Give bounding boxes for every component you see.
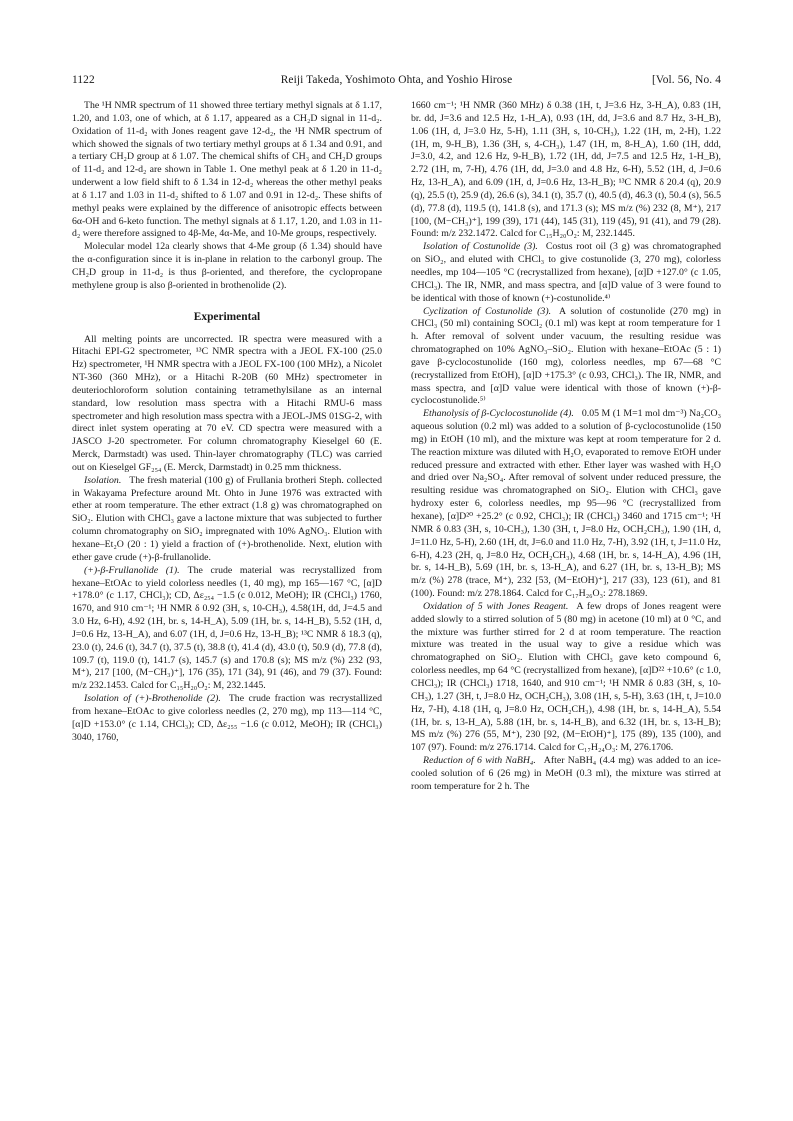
paragraph-body: Costus root oil (3 g) was chromatographed on SiO₂, and eluted with CHCl₃ to give costunolide (3, 270 mg), colorless needles, mp 104—105 °C (recrystallized from hexane), [α]D +127.0° (c 1.05, CHCl₃). The IR, NMR, and mass spectra, and [α]D value of 3 were found to be identical with those of known (+)-costunolide.⁴⁾	[411, 241, 722, 304]
paragraph	[411, 408, 721, 601]
paragraph: All melting points are uncorrected. IR spectra were measured with a Hitachi EPI-G2 spectrometer, ¹³C NMR spectra with a JEOL FX-100 (25.0 Hz) spectrometer, ¹H NMR spectra with a JEOL FX-100 (100 MHz), a Nicolet NT-360 (360 MHz), or a Hitachi R-20B (60 MHz) spectrometer in deuteriochloroform solution containing tetramethylsilane as an internal standard, low resolution mass spectra with a Hitachi RMU-6 mass spectrometer and high resolution mass spectra with a JEOL-JMS 01SG-2, with direct inlet system operating at 70 eV. CD spectra were measured with a JASCO J-20 spectrometer. For column chromatography Kieselgel 60 (E. Merck, Darmstadt) was used. Thin-layer chromatography (TLC) was carried out on Kieselgel GF₂₅₄ (E. Merck, Darmstadt) in 0.25 mm thickness.	[72, 333, 382, 473]
paragraph-body: After NaBH₄ (4.4 mg) was added to an ice-cooled solution of 6 (26 mg) in MeOH (0.3 ml), the mixture was stirred at room temperature for 2 h. The	[411, 755, 721, 792]
run-in-heading: Ethanolysis of β-Cyclocostunolide (4).	[423, 408, 574, 420]
paragraph: The ¹H NMR spectrum of 11 showed three tertiary methyl signals at δ 1.17, 1.20, and 1.03, one of which, at δ 1.17, appeared as a CH₂D signal in 11-d₂. Oxidation of 11-d₂ with Jones reagent gave 12-d₂, the ¹H NMR spectrum of which showed the signals of two tertiary methyl groups at δ 1.34 and 0.91, and a tertiary CH₂D group at δ 1.07. The chemical shifts of CH₃ and CH₂D groups of 11-d₂ and 12-d₂ are shown in Table 1. One methyl peak at δ 1.20 in 11-d₂ underwent a low field shift to δ 1.34 in 12-d₂ whereas the other methyl peaks at δ 1.17 and 1.03 in 11-d₂ shifted to δ 1.07 and 0.91 in 12-d₂. These shifts of methyl peaks were explained by the difference of anisotropic effects between 6α-OH and 6-keto function. The methyl signals at δ 1.17, 1.20, and 1.03 in 11-d₂ were therefore assigned to 4β-Me, 4α-Me, and 10-Me groups, respectively.	[72, 100, 382, 240]
paragraph	[411, 601, 721, 755]
volume-info: [Vol. 56, No. 4	[651, 74, 721, 86]
run-in-heading: Isolation.	[84, 474, 122, 486]
paragraph	[72, 565, 382, 693]
paragraph	[72, 475, 382, 565]
paragraph: 1660 cm⁻¹; ¹H NMR (360 MHz) δ 0.38 (1H, t, J=3.6 Hz, 3-H_A), 0.83 (1H, br. dd, J=3.6 and 12.5 Hz, 1-H_A), 0.93 (1H, dd, J=3.6 and 8.7 Hz, 3-H_B), 1.06 (1H, d, J=3.0 Hz, 5-H), 1.11 (3H, s, 10-CH₃), 1.22 (1H, m, 2-H), 1.22 (1H, m, 9-H_B), 1.36 (3H, s, 4-CH₃), 1.47 (1H, m, 8-H_A), 1.60 (1H, ddd, J=3.0, 4.2, and 12.6 Hz, 9-H_B), 1.72 (1H, dd, J=7.5 and 12.5 Hz, 1-H_B), 2.72 (1H, m, 7-H), 4.76 (1H, dd, J=3.0 and 4.8 Hz, 6-H), 5.52 (1H, d, J=0.6 Hz, 13-H_A), and 6.09 (1H, d, J=0.6 Hz, 13-H_B); ¹³C NMR δ 20.4 (q), 20.9 (q), 25.5 (t), 25.9 (d), 26.6 (s), 34.1 (t), 35.7 (t), 40.5 (d), 46.3 (t), 50.4 (s), 56.5 (d), 77.8 (d), 119.5 (t), 141.8 (s), and 171.3 (s); MS m/z (%) 232 (8, M⁺), 217 [100, (M−CH₃)⁺], 199 (39), 171 (44), 145 (31), 119 (45), 91 (41), and 79 (28). Found: m/z 232.1472. Calcd for C₁₅H₂₀O₂: M, 232.1445.	[411, 100, 721, 240]
run-in-heading: Isolation of (+)-Brothenolide (2).	[84, 693, 221, 705]
run-in-heading: Oxidation of 5 with Jones Reagent.	[423, 600, 569, 612]
run-in-heading: Reduction of 6 with NaBH₄.	[423, 755, 536, 767]
run-in-heading: Isolation of Costunolide (3).	[423, 241, 538, 253]
paragraph-body: The crude material was recrystallized from hexane–EtOAc to yield colorless needles (1, 40 mg), mp 165—167 °C, [α]D +178.0° (c 1.17, CHCl₃); CD, Δε₂₅₄ −1.5 (c 0.012, MeOH); IR (CHCl₃) 1760, 1670, and 910 cm⁻¹; ¹H NMR δ 0.92 (3H, s, 10-CH₃), 4.58(1H, dd, J=4.5 and 3.0 Hz, 6-H), 4.92 (1H, br. s, 14-H_A), 5.09 (1H, br. s, 14-H_B), 5.52 (1H, d, J=0.6 Hz, 13-H_A), and 6.07 (1H, d, J=0.6 Hz, 13-H_B); ¹³C NMR δ 18.3 (q), 23.0 (t), 24.6 (t), 34.7 (t), 37.5 (t), 38.8 (t), 41.4 (d), 43.0 (t), 50.9 (d), 77.8 (d), 109.7 (t), 119.0 (t), 141.7 (s), 145.7 (s) and 170.8 (s); MS m/z (%) 232 (93, M⁺), 217 [100, (M−CH₃)⁺], 176 (35), 171 (34), 91 (46), and 79 (37). Found: m/z 232.1453. Calcd for C₁₅H₂₀O₂: M, 232.1445.	[72, 564, 382, 692]
paragraph-body: The fresh material (100 g) of Frullania brotheri Steph. collected in Wakayama Prefecture around Mt. Ohto in June 1976 was extracted with ether at room temperature. The ether extract (1.8 g) was chromatographed on SiO₂. Elution with CHCl₃ gave a lactone mixture that was subjected to further column chromatography on SiO₂ impregnated with 10% AgNO₃. Elution with hexane–Et₂O (20 : 1) yield a fraction of (+)-brothenolide. Next, elution with ether gave crude (+)-β-frullanolide.	[72, 474, 382, 563]
running-header	[72, 74, 721, 90]
paragraph	[411, 306, 721, 409]
paragraph-body: A solution of costunolide (270 mg) in CHCl₃ (50 ml) containing SOCl₂ (0.1 ml) was kept at room temperature for 1 h. After removal of solvent under vacuum, the resulting residue was chromatographed on 10% AgNO₃–SiO₂. Elution with hexane–EtOAc (5 : 1) gave β-cyclocostunolide (160 mg), colorless needles, mp 67—68 °C (recrystallized from EtOH), [α]D +175.3° (c 0.93, CHCl₃). The IR, NMR, and mass spectra, and [α]D value were identical with those of known (+)-β-cyclocostunolide.⁵⁾	[411, 305, 721, 407]
paragraph-body: The crude fraction was recrystallized from hexane–EtOAc to give colorless needles (2, 270 mg), mp 113—114 °C, [α]D +153.0° (c 1.14, CHCl₃); CD, Δε₂₅₅ −1.6 (c 0.012, MeOH); IR (CHCl₃) 3040, 1760,	[72, 693, 382, 743]
paragraph-body: A few drops of Jones reagent were added slowly to a stirred solution of 5 (80 mg) in acetone (10 ml) at 0 °C, and the mixture was further stirred for 2 d at room temperature. The reaction mixture was treated in the usual way to give a residue which was chromatographed on SiO₂. Elution with CHCl₃ gave keto compound 6, colorless needles, mp 64 °C (recrystallized from hexane), [α]D²² +10.6° (c 1.0, CHCl₃); IR (CHCl₃) 1718, 1640, and 910 cm⁻¹; ¹H NMR δ 0.83 (3H, s, 10-CH₃), 1.27 (3H, t, J=8.0 Hz, OCH₂CH₃), 3.08 (1H, s, 5-H), 3.63 (1H, t, J=10.0 Hz, 7-H), 4.18 (1H, q, J=8.0 Hz, OCH₂CH₃), 4.98 (1H, br. s, 14-H_A), 5.54 (1H, br. s, 13-H_A), 5.88 (1H, br. s, 14-H_B), and 6.32 (1H, br. s, 13-H_B); MS m/z (%) 276 (55, M⁺), 230 [92, (M−EtOH)⁺], 175 (89), 135 (100), and 107 (97). Found: m/z 276.1714. Calcd for C₁₇H₂₄O₃: M, 276.1706.	[411, 600, 721, 754]
paragraph	[72, 693, 382, 744]
run-in-heading: Cyclization of Costunolide (3).	[423, 305, 552, 317]
paragraph: Molecular model 12a clearly shows that 4-Me group (δ 1.34) should have the α-configuration since it is in-plane in relation to the carbonyl group. The CH₂D group in 11-d₂ is thus β-oriented, and therefore, the cyclopropane methylene group is also β-oriented in brothenolide (2).	[72, 241, 382, 291]
run-in-heading: (+)-β-Frullanolide (1).	[84, 564, 180, 576]
page-number: 1122	[72, 74, 95, 86]
section-title: Experimental	[193, 310, 261, 323]
paragraph-body: 0.05 M (1 M=1 mol dm⁻³) Na₂CO₃ aqueous solution (0.2 ml) was added to a solution of β-cyclocostunolide (150 mg) in EtOH (10 ml), and the mixture was kept at room temperature for 2 d. The reaction mixture was diluted with H₂O, evaporated to remove EtOH under reduced pressure and extracted with ether. Ether layer was washed with H₂O and dried over Na₂SO₄. After removal of solvent under reduced pressure, the resulting residue was chromatographed on SiO₂. Elution with CHCl₃ gave hydroxy ester 6, colorless needles, mp 95—96 °C (recrystallized from hexane), [α]D²⁰ +25.2° (c 0.92, CHCl₃); IR (CHCl₃) 3460 and 1715 cm⁻¹; ¹H NMR δ 0.83 (3H, s, 10-CH₃), 1.30 (3H, t, J=8.0 Hz, OCH₂CH₃), 1.90 (1H, d, J=11.0 Hz, 5-H), 2.60 (1H, dt, J=6.0 and 11.0 Hz, 7-H), 3.92 (1H, t, J=11.0 Hz, 6-H), 4.23 (2H, q, J=8.0 Hz, OCH₂CH₃), 4.68 (1H, br. s, 14-H_A), 4.96 (1H, br. s, 14-H_B), 5.69 (1H, br. s, 13-H_A), and 6.27 (1H, br. s, 13-H_B); MS m/z (%) 278 (trace, M⁺), 232 [53, (M−EtOH)⁺], 217 (33), 123 (61), and 81 (100). Found: m/z 278.1864. Calcd for C₁₇H₂₆O₃: 278.1869.	[411, 408, 722, 600]
left-column	[72, 100, 382, 745]
paragraph	[411, 241, 721, 305]
right-column	[411, 100, 721, 794]
paragraph	[411, 755, 721, 794]
running-authors: Reiji Takeda, Yoshimoto Ohta, and Yoshio Hirose	[280, 74, 513, 86]
